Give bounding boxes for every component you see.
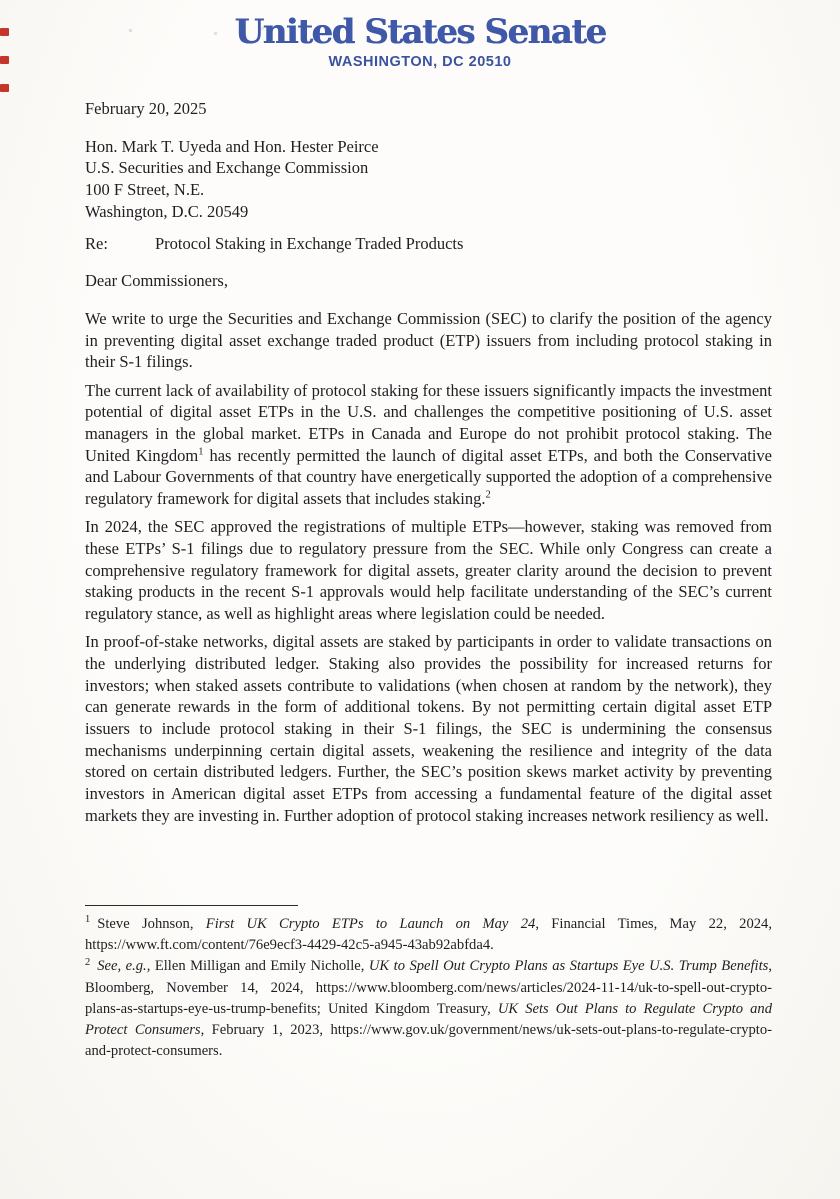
- scan-artifact-mark: [0, 84, 9, 92]
- footnote: [85, 914, 772, 956]
- body-paragraph: [85, 516, 772, 625]
- date-line: February 20, 2025: [85, 99, 207, 118]
- address-line: Washington, D.C. 20549: [85, 201, 249, 221]
- letterhead-title: United States Senate: [234, 12, 606, 52]
- text-segment: First UK Crypto ETPs to Launch on May 24: [205, 916, 536, 932]
- text-segment: UK to Spell Out Crypto Plans as Startups Eye U.S. Trump Benefits: [368, 958, 769, 975]
- letterhead-address: WASHINGTON, DC 20510: [328, 54, 512, 70]
- footnote-ref: 2: [485, 489, 491, 501]
- text-segment: We write to urge the Securities and Exchange Commission (SEC) to clarify the position of the agency in preventing digital asset exchange traded product (ETP) issuers from including protocol staking in their S-1 filings.: [85, 308, 772, 372]
- scan-artifact-mark: [0, 28, 9, 36]
- recipient-address: [85, 136, 772, 223]
- text-segment: See, e.g.,: [97, 958, 151, 975]
- re-label: Re:: [85, 233, 108, 253]
- body-paragraphs: [85, 308, 772, 827]
- letterhead: [0, 0, 840, 70]
- address-line: U.S. Securities and Exchange Commission: [85, 158, 369, 178]
- letter-content: [0, 98, 840, 827]
- text-segment: has recently permitted the launch of digital asset ETPs, and both the Conservative and Labour Governments of that country have energetically supported the adoption of a comprehensive regulatory framework for digital assets that includes staking.: [85, 445, 772, 509]
- footnote-separator: [85, 905, 298, 906]
- footnote-marker: 2: [85, 956, 91, 968]
- text-segment: , Bloomberg, November 14, 2024, https://www.bloomberg.com/news/articles/2024-11-14/uk-to-spell-out-crypto-plans-as-startups-eye-us-trump-benefits; United Kingdom Treasury,: [85, 958, 772, 1017]
- scan-artifact-mark: [0, 56, 9, 64]
- footnote-ref: 1: [198, 446, 204, 458]
- body-paragraph: [85, 631, 772, 826]
- footnote-marker: 1: [85, 914, 91, 926]
- scan-speck-noise: [0, 0, 1, 1]
- address-line: Hon. Mark T. Uyeda and Hon. Hester Peirce: [85, 136, 379, 156]
- text-segment: Ellen Milligan and Emily Nicholle,: [150, 958, 369, 975]
- footnotes-section: [85, 905, 772, 1062]
- text-segment: In proof-of-stake networks, digital assets are staked by participants in order to validate transactions on the underlying distributed ledger. Staking also provides the possibility for increased returns for investors; when staked assets contribute to validations (when chosen at random by the network), they can generate rewards in the form of additional tokens. By not permitting certain digital asset ETP issuers to include protocol staking in their S-1 filings, the SEC is undermining the consensus mechanisms underpinning certain digital assets, weakening the resilience and integrity of the data stored on certain distributed ledgers. Further, the SEC’s position skews market activity by preventing investors in American digital asset ETPs from accessing a fundamental feature of the digital asset markets they are investing in. Further adoption of protocol staking increases network resiliency as well.: [85, 632, 772, 825]
- footnote: [85, 956, 772, 1062]
- text-segment: Steve Johnson,: [97, 916, 206, 932]
- text-segment: UK Sets Out Plans to Regulate Crypto and Protect Consumers: [85, 1000, 772, 1039]
- re-subject: Protocol Staking in Exchange Traded Products: [155, 233, 464, 253]
- salutation: Dear Commissioners,: [85, 271, 228, 291]
- body-paragraph: [85, 380, 772, 510]
- text-segment: , Financial Times, May 22, 2024, https://www.ft.com/content/76e9ecf3-4429-42c5-a945-43ab92abfda4.: [85, 916, 772, 954]
- text-segment: In 2024, the SEC approved the registrations of multiple ETPs—however, staking was removed from these ETPs’ S-1 filings due to regulatory pressure from the SEC. While only Congress can create a comprehensive regulatory framework for digital assets, greater clarity around the decision to prevent staking products in the recent S-1 approvals would help facilitate understanding of the SEC’s current regulatory stance, as well as highlight areas where legislation could be needed.: [85, 517, 772, 624]
- text-segment: , February 1, 2023, https://www.gov.uk/government/news/uk-sets-out-plans-to-regulate-crypto-and-protect-consumers.: [85, 1022, 773, 1060]
- footnote-list: [85, 914, 772, 1062]
- body-paragraph: [85, 308, 772, 373]
- re-line: [85, 233, 772, 255]
- text-segment: The current lack of availability of protocol staking for these issuers significantly impacts the investment potential of digital asset ETPs in the U.S. and challenges the competitive positioning of U.S. asset managers in the global market. ETPs in Canada and Europe do not prohibit protocol staking. The United Kingdom: [85, 380, 772, 465]
- address-line: 100 F Street, N.E.: [85, 180, 205, 200]
